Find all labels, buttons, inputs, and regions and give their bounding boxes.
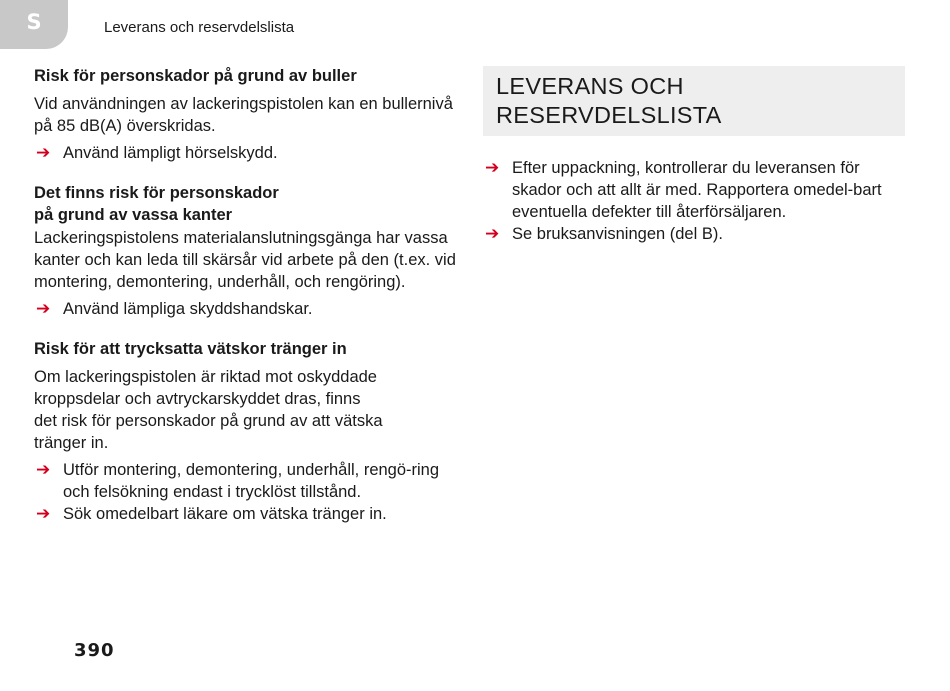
arrow-right-icon: ➔ — [36, 504, 51, 524]
sharp-edges-bullets — [34, 298, 464, 320]
arrow-right-icon: ➔ — [36, 299, 51, 319]
language-tab-label: S — [26, 9, 42, 34]
sharp-edges-heading-line2: på grund av vassa kanter — [34, 206, 233, 224]
right-column — [483, 66, 905, 245]
sharp-edges-heading-line1: Det finns risk för personskador — [34, 184, 279, 202]
section-title-box — [483, 66, 905, 136]
fluid-injection-bullets — [34, 459, 464, 525]
section-title: LEVERANS OCH RESERVDELSLISTA — [496, 73, 722, 128]
list-item: ➔ Efter uppackning, kontrollerar du leveransen för skador och att allt är med. Rapportera omedel-bart eventuella defekter till återförsäljaren. — [485, 158, 882, 221]
noise-heading: Risk för personskador på grund av buller — [34, 67, 357, 85]
sharp-edges-text: Lackeringspistolens materialanslutningsgänga har vassa kanter och kan leda till skärsår vid arbete på den (t.ex. vid montering, demontering, underhåll, och rengöring). — [34, 229, 456, 291]
fluid-injection-text: Om lackeringspistolen är riktad mot oskyddade kroppsdelar och avtryckarskyddet dras, finns det risk för personskador på grund av att vätska tränger in. — [34, 368, 383, 452]
list-item: ➔ Se bruksanvisningen (del B). — [485, 224, 723, 244]
running-header: Leverans och reservdelslista — [104, 19, 295, 36]
sharp-edges-heading — [34, 182, 464, 226]
delivery-bullets — [483, 157, 905, 245]
arrow-right-icon: ➔ — [36, 143, 51, 163]
list-item: ➔ Använd lämpligt hörselskydd. — [36, 143, 278, 163]
arrow-right-icon: ➔ — [485, 158, 500, 178]
language-tab — [0, 0, 68, 49]
arrow-right-icon: ➔ — [485, 224, 500, 244]
list-item: ➔ Utför montering, demontering, underhåll, rengö-ring och felsökning endast i trycklöst tillstånd. — [36, 460, 440, 501]
page-number: 390 — [74, 640, 115, 661]
list-item: ➔ Sök omedelbart läkare om vätska tränger in. — [36, 504, 387, 524]
noise-bullets — [34, 142, 464, 164]
fluid-injection-heading: Risk för att trycksatta vätskor tränger in — [34, 340, 347, 358]
list-item: ➔ Använd lämpliga skyddshandskar. — [36, 299, 313, 319]
noise-text: Vid användningen av lackeringspistolen kan en bullernivå på 85 dB(A) överskridas. — [34, 95, 453, 135]
arrow-right-icon: ➔ — [36, 460, 51, 480]
left-column — [34, 65, 464, 525]
